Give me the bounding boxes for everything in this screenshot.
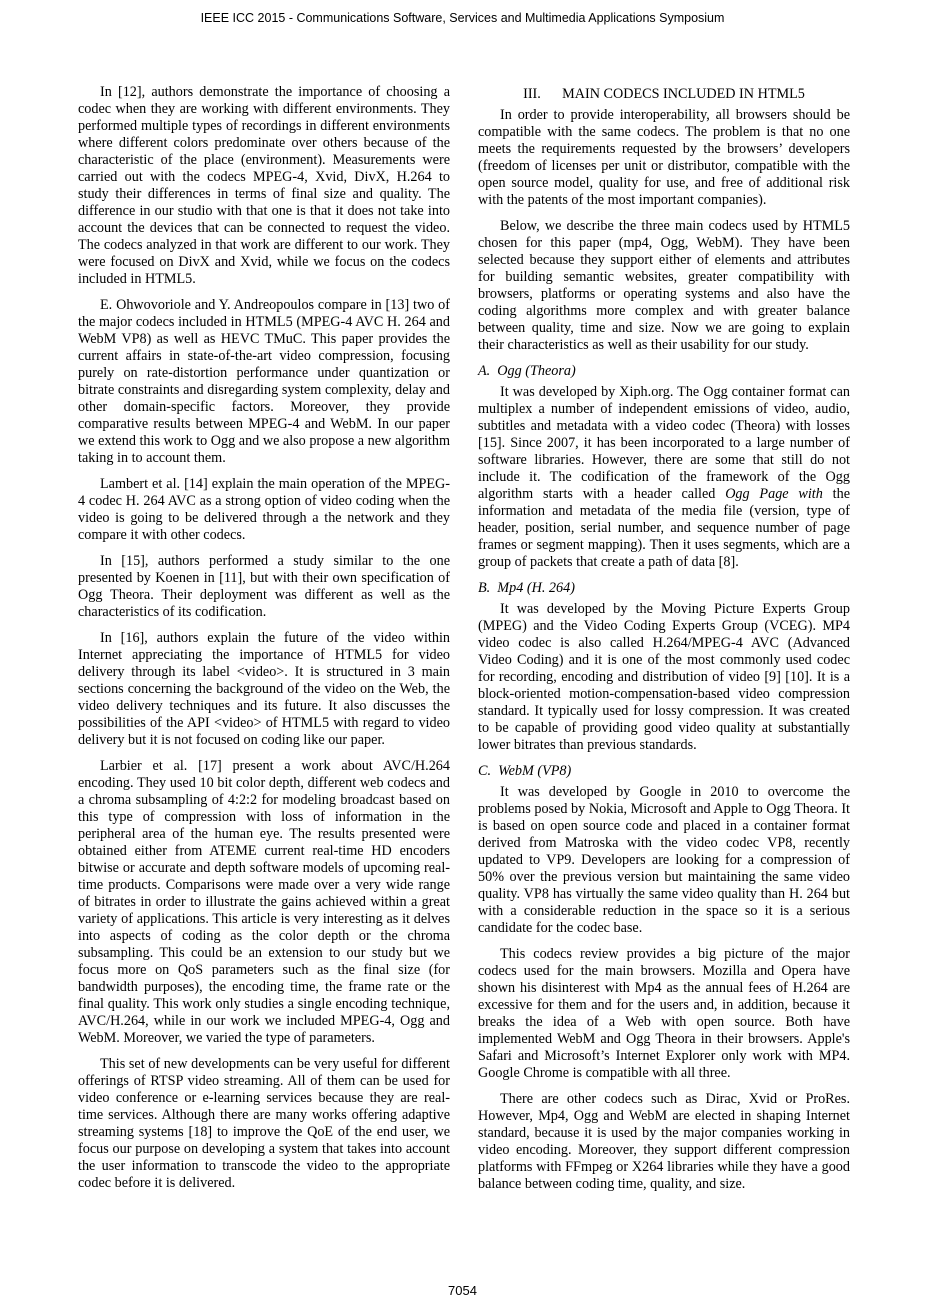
subsection-heading-ogg: A. Ogg (Theora) xyxy=(478,363,576,379)
page-number: 7054 xyxy=(448,1283,477,1298)
ogg-page-term: Ogg Page with xyxy=(725,486,823,502)
paragraph-interoperability: In order to provide interoperability, all browsers should be compatible with the same codecs. The problem is that no one meets the requirements requested by the browsers’ developers (freedom of licenses per unit or distributor, compatible with the open source model, quality for use, and free of additional risk with the patents of the most important companies). xyxy=(478,107,850,208)
paragraph-codec-overview: Below, we describe the three main codecs used by HTML5 chosen for this paper (mp4, Ogg, WebM). They have been selected because they support either of elements and attributes for building semantic websites, greater compatibility with browsers, platforms or operating systems and also have the coding algorithms more complex and with greater balance between quality, time and size. Now we are going to explain their characteristics as well as their usability for our study. xyxy=(478,218,850,353)
paragraph-other-codecs: There are other codecs such as Dirac, Xvid or ProRes. However, Mp4, Ogg and WebM are elected in shaping Internet standard, because it is used by the major companies working in video encoding. Moreover, they support different compression platforms with FFmpeg or X264 libraries while they have a good balance between coding time, quality, and size. xyxy=(478,1091,850,1192)
paragraph-related-work-12: In [12], authors demonstrate the importance of choosing a codec when they are working with different environments. They performed multiple types of recordings in different environments where different colors predominate over others because of the characteristic of the place (environment). Measurements were carried out with the codecs MPEG-4, Xvid, DivX, H.264 to study their differences in terms of final size and quality. The difference in our studio with that one is that it does not take into account the devices that can be connected to request the video. The codecs analyzed in that work are different to our work. They were focused on DivX and Xvid, while we focus on the codecs included in HTML5. xyxy=(78,84,450,287)
ogg-text-start: It was developed by Xiph.org. The Ogg container format can multiplex a number of independent emissions of video, audio, subtitles and metadata with a video codec (Theora) with losses [15]. Since 2007, it has been incorporated to a large number of software libraries. However, there are some that still do not include it. The codification of the framework of the Ogg algorithm starts with a header called xyxy=(478,384,850,502)
paragraph-webm: It was developed by Google in 2010 to overcome the problems posed by Nokia, Microsoft and Apple to Ogg Theora. It is based on open source code and placed in a container format derived from Matroska with the video codec VP8, recently updated to VP9. Developers are looking for a compression of 50% over the previous version but maintaining the same video quality. VP8 has virtually the same video quality than H. 264 but with a considerable reduction in the space so it is a serious candidate for the codec base. xyxy=(478,784,850,936)
paragraph-ogg xyxy=(478,384,850,571)
paragraph-related-work-15: In [15], authors performed a study similar to the one presented by Koenen in [11], but with their own specification of Ogg Theora. Their deployment was different as well as the characteristics of its codification. xyxy=(78,553,450,620)
paragraph-related-work-14: Lambert et al. [14] explain the main operation of the MPEG-4 codec H. 264 AVC as a strong option of video coding when the video is going to be delivered through a the network and they compare it with other codecs. xyxy=(78,476,450,543)
subsection-heading-mp4: B. Mp4 (H. 264) xyxy=(478,580,575,596)
paragraph-related-work-17: Larbier et al. [17] present a work about AVC/H.264 encoding. They used 10 bit color depth, different web codecs and a chroma subsampling of 4:2:2 for modeling broadcast based on this type of compression with loss of information in the peripheral area of the human eye. The results presented were obtained either from ATEME current real-time HD encoders bitwise or accurate and depth software models of upcoming real-time products. Comparisons were made over a very wide range of bitrates in order to illustrate the gains achieved within a great variety of applications. This article is very interesting as it delves into aspects of coding as the color depth or the chroma subsampling. This could be an extension to our study but we focus more on QoS parameters such as the final size (for bandwidth purposes), the encoding time, the frame rate or the final quality. This work only studies a single encoding technique, AVC/H.264, while in our work we included MPEG-4, Ogg and WebM. Moreover, we varied the type of parameters. xyxy=(78,758,450,1046)
left-column xyxy=(78,84,450,1192)
section-heading: III. MAIN CODECS INCLUDED IN HTML5 xyxy=(523,86,805,102)
paragraph-related-work-13: E. Ohwovoriole and Y. Andreopoulos compare in [13] two of the major codecs included in HTML5 (MPEG-4 AVC H. 264 and WebM VP8) as well as HEVC TMuC. This paper provides the current affairs in state-of-the-art video compression, focusing purely on rate-distortion performance under quantization or bitrate constraints and disregarding system complexity, delay and other domain-specific factors. Moreover, they provide comparative results between MPEG-4 and WebM. In our paper we extend this work to Ogg and we also propose a new algorithm taking in to account them. xyxy=(78,297,450,466)
running-header: IEEE ICC 2015 - Communications Software, Services and Multimedia Applications Symposium xyxy=(200,11,725,25)
paragraph-mp4: It was developed by the Moving Picture Experts Group (MPEG) and the Video Coding Experts Group (VCEG). MP4 video codec is also called H.264/MPEG-4 AVC (Advanced Video Coding) and it is one of the most commonly used codec for recording, encoding and distribution of video [9] [10]. It is a block-oriented motion-compensation-based video compression standard. It typically used for lossy compression. It was created to be capable of providing good video quality at substantially lower bitrates than previous standards. xyxy=(478,601,850,753)
paragraph-related-work-16: In [16], authors explain the future of the video within Internet appreciating the importance of HTML5 for video delivery through its label <video>. It is structured in 3 main sections concerning the background of the video on the Web, the video delivery techniques and its future. It also discusses the possibilities of the API <video> of HTML5 with regard to video delivery but it is not focused on coding like our paper. xyxy=(78,630,450,748)
ogg-text-end: the information and metadata of the media file (version, type of header, position, serial number, and sequence number of page frames or segment mapping). Then it uses segments, which are a group of packets that create a path of data [8]. xyxy=(478,486,850,570)
subsection-heading-webm: C. WebM (VP8) xyxy=(478,763,572,779)
paragraph-codecs-review: This codecs review provides a big picture of the major codecs used for the main browsers. Mozilla and Opera have shown his disinterest with Mp4 as the annual fees of H.264 are excessive for them and for the users and, in addition, because it breaks the idea of a Web with open source. Both have implemented WebM and Ogg Theora in their browsers. Apple's Safari and Microsoft’s Internet Explorer only work with MP4. Google Chrome is compatible with all three. xyxy=(478,946,850,1081)
right-column xyxy=(478,86,850,1193)
paragraph-related-work-summary: This set of new developments can be very useful for different offerings of RTSP video streaming. All of them can be used for video conference or e-learning services because they are real-time services. Although there are many works offering adaptive streaming systems [18] to improve the QoE of the end user, we focus our purpose on developing a system that takes into account the user information to transcode the video to the appropriate codec before it is delivered. xyxy=(78,1056,450,1191)
